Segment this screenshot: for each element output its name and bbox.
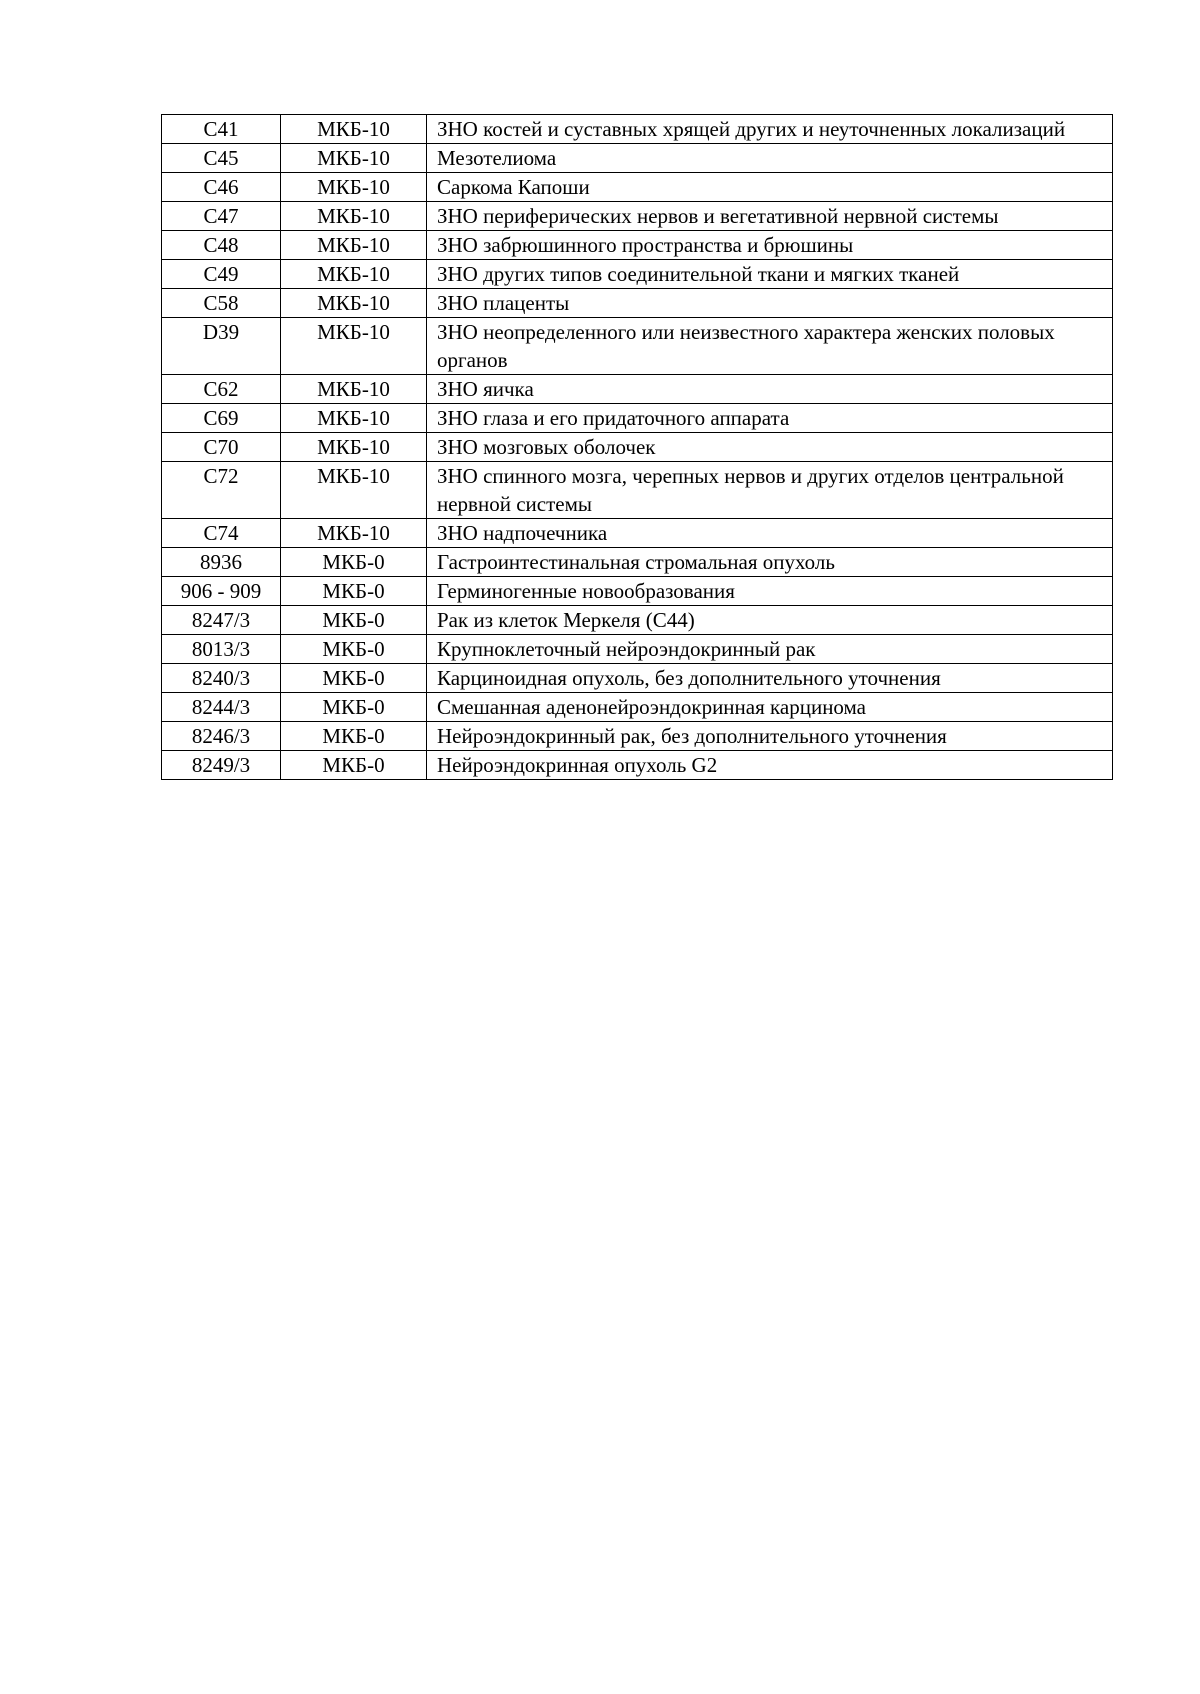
code-cell: D39 [162, 318, 281, 375]
classifier-cell: МКБ-10 [281, 289, 427, 318]
description-cell: ЗНО неопределенного или неизвестного характера женских половых органов [427, 318, 1113, 375]
code-cell: C47 [162, 202, 281, 231]
classifier-cell: МКБ-10 [281, 318, 427, 375]
code-cell: C46 [162, 173, 281, 202]
code-cell: C70 [162, 433, 281, 462]
code-cell: C49 [162, 260, 281, 289]
classifier-cell: МКБ-10 [281, 202, 427, 231]
classifier-cell: МКБ-10 [281, 433, 427, 462]
description-cell: Мезотелиома [427, 144, 1113, 173]
table-row [162, 548, 1113, 577]
description-cell: ЗНО других типов соединительной ткани и мягких тканей [427, 260, 1113, 289]
classifier-cell: МКБ-0 [281, 722, 427, 751]
description-cell: Крупноклеточный нейроэндокринный рак [427, 635, 1113, 664]
table-row [162, 722, 1113, 751]
code-cell: 906 - 909 [162, 577, 281, 606]
table-row [162, 519, 1113, 548]
table-row [162, 375, 1113, 404]
classifier-cell: МКБ-0 [281, 664, 427, 693]
table-row [162, 693, 1113, 722]
classifier-cell: МКБ-10 [281, 404, 427, 433]
table-row [162, 231, 1113, 260]
code-cell: C69 [162, 404, 281, 433]
code-cell: 8013/3 [162, 635, 281, 664]
classifier-cell: МКБ-0 [281, 751, 427, 780]
description-cell: Гастроинтестинальная стромальная опухоль [427, 548, 1113, 577]
table-row [162, 202, 1113, 231]
diagnosis-codes-table [161, 114, 1113, 780]
table-body [162, 115, 1113, 780]
description-cell: ЗНО мозговых оболочек [427, 433, 1113, 462]
table-row [162, 433, 1113, 462]
code-cell: C48 [162, 231, 281, 260]
classifier-cell: МКБ-10 [281, 462, 427, 519]
classifier-cell: МКБ-10 [281, 260, 427, 289]
classifier-cell: МКБ-10 [281, 115, 427, 144]
description-cell: ЗНО яичка [427, 375, 1113, 404]
classifier-cell: МКБ-0 [281, 606, 427, 635]
classifier-cell: МКБ-10 [281, 231, 427, 260]
table-row [162, 751, 1113, 780]
description-cell: ЗНО глаза и его придаточного аппарата [427, 404, 1113, 433]
description-cell: ЗНО спинного мозга, черепных нервов и других отделов центральной нервной системы [427, 462, 1113, 519]
description-cell: Смешанная аденонейроэндокринная карцинома [427, 693, 1113, 722]
description-cell: Рак из клеток Меркеля (C44) [427, 606, 1113, 635]
classifier-cell: МКБ-0 [281, 693, 427, 722]
description-cell: Карциноидная опухоль, без дополнительного уточнения [427, 664, 1113, 693]
code-cell: C58 [162, 289, 281, 318]
classifier-cell: МКБ-10 [281, 173, 427, 202]
classifier-cell: МКБ-0 [281, 635, 427, 664]
description-cell: Герминогенные новообразования [427, 577, 1113, 606]
description-cell: ЗНО плаценты [427, 289, 1113, 318]
classifier-cell: МКБ-0 [281, 548, 427, 577]
table-row [162, 404, 1113, 433]
table-row [162, 260, 1113, 289]
table-row [162, 144, 1113, 173]
description-cell: ЗНО забрюшинного пространства и брюшины [427, 231, 1113, 260]
classifier-cell: МКБ-10 [281, 144, 427, 173]
description-cell: ЗНО периферических нервов и вегетативной нервной системы [427, 202, 1113, 231]
table-row [162, 289, 1113, 318]
table-row [162, 318, 1113, 375]
classifier-cell: МКБ-0 [281, 577, 427, 606]
table-row [162, 606, 1113, 635]
table-row [162, 115, 1113, 144]
classifier-cell: МКБ-10 [281, 375, 427, 404]
code-cell: 8936 [162, 548, 281, 577]
code-cell: C62 [162, 375, 281, 404]
description-cell: ЗНО костей и суставных хрящей других и неуточненных локализаций [427, 115, 1113, 144]
code-cell: 8246/3 [162, 722, 281, 751]
description-cell: Саркома Капоши [427, 173, 1113, 202]
description-cell: Нейроэндокринный рак, без дополнительного уточнения [427, 722, 1113, 751]
description-cell: ЗНО надпочечника [427, 519, 1113, 548]
table-row [162, 664, 1113, 693]
classifier-cell: МКБ-10 [281, 519, 427, 548]
code-cell: 8247/3 [162, 606, 281, 635]
code-cell: C74 [162, 519, 281, 548]
description-cell: Нейроэндокринная опухоль G2 [427, 751, 1113, 780]
code-cell: 8240/3 [162, 664, 281, 693]
table-row [162, 577, 1113, 606]
table-row [162, 462, 1113, 519]
code-cell: C45 [162, 144, 281, 173]
table-row [162, 635, 1113, 664]
code-cell: C72 [162, 462, 281, 519]
code-cell: C41 [162, 115, 281, 144]
table-row [162, 173, 1113, 202]
code-cell: 8244/3 [162, 693, 281, 722]
code-cell: 8249/3 [162, 751, 281, 780]
